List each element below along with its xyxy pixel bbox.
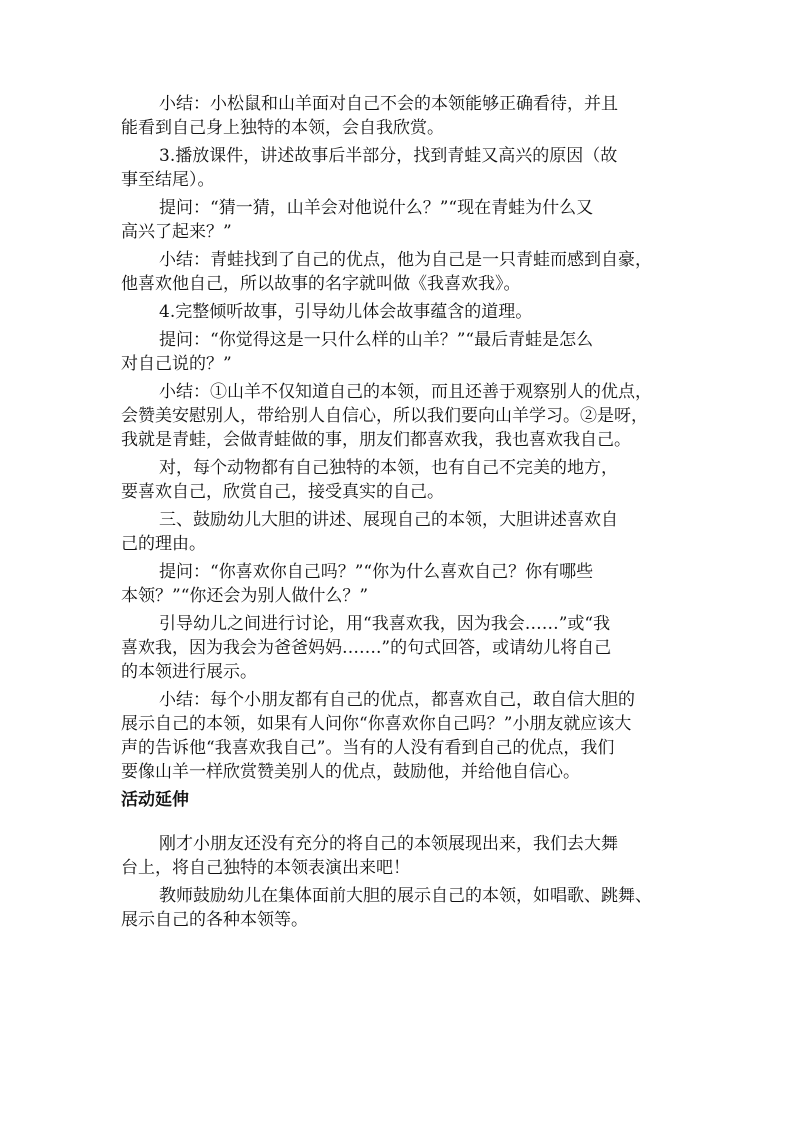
- text-line: 提问：“你喜欢你自己吗？”“你为什么喜欢自己？你有哪些: [159, 562, 594, 582]
- text-line: 台上，将自己独特的本领表演出来吧！: [121, 858, 410, 878]
- document-page: [121, 92, 696, 936]
- text-line: 引导幼儿之间进行讨论，用“我喜欢我，因为我会……”或“我: [159, 614, 611, 634]
- text-line: 能看到自己身上独特的本领，会自我欣赏。: [121, 118, 444, 138]
- text-line: 小结：青蛙找到了自己的优点，他为自己是一只青蛙而感到自豪，: [159, 250, 652, 270]
- section-heading: 活动延伸: [121, 790, 189, 810]
- paragraph: [121, 248, 696, 296]
- paragraph: [121, 300, 696, 324]
- paragraph: [121, 380, 696, 452]
- text-line: 要喜欢自己，欣赏自己，接受真实的自己。: [121, 482, 444, 502]
- text-line: 他喜欢他自己，所以故事的名字就叫做《我喜欢我》。: [121, 274, 521, 294]
- text-line: 小结：小松鼠和山羊面对自己不会的本领能够正确看待，并且: [159, 94, 618, 114]
- paragraph: [121, 560, 696, 608]
- paragraph: [121, 884, 696, 932]
- text-line: 三、鼓励幼儿大胆的讲述、展现自己的本领，大胆讲述喜欢自: [159, 510, 618, 530]
- text-line: 己的理由。: [121, 534, 206, 554]
- text-line: 刚才小朋友还没有充分的将自己的本领展现出来，我们去大舞: [159, 834, 618, 854]
- text-line: 要像山羊一样欣赏赞美别人的优点，鼓励他，并给他自信心。: [121, 762, 580, 782]
- text-line: 事至结尾）。: [121, 170, 215, 190]
- text-line: 3.播放课件，讲述故事后半部分，找到青蛙又高兴的原因（故: [159, 146, 618, 166]
- paragraph-gap: [121, 932, 696, 936]
- text-line: 提问：“猜一猜，山羊会对他说什么？”“现在青蛙为什么又: [159, 198, 594, 218]
- text-line: 提问：“你觉得这是一只什么样的山羊？”“最后青蛙是怎么: [159, 330, 594, 350]
- lesson-body: [121, 92, 696, 788]
- text-line: 小结：①山羊不仅知道自己的本领，而且还善于观察别人的优点，: [159, 382, 652, 402]
- paragraph: [121, 144, 696, 192]
- text-line: 4.完整倾听故事，引导幼儿体会故事蕴含的道理。: [159, 302, 533, 322]
- text-line: 展示自己的各种本领等。: [121, 910, 308, 930]
- text-line: 对，每个动物都有自己独特的本领，也有自己不完美的地方，: [159, 458, 618, 478]
- extension-body: [121, 832, 696, 936]
- text-line: 对自己说的？”: [121, 354, 232, 374]
- paragraph: [121, 508, 696, 556]
- paragraph: [121, 328, 696, 376]
- paragraph: [121, 196, 696, 244]
- paragraph: [121, 832, 696, 880]
- text-line: 教师鼓励幼儿在集体面前大胆的展示自己的本领，如唱歌、跳舞、: [159, 886, 652, 906]
- text-line: 本领？”“你还会为别人做什么？”: [121, 586, 369, 606]
- text-line: 我就是青蛙，会做青蛙做的事，朋友们都喜欢我，我也喜欢我自己。: [121, 430, 631, 450]
- paragraph: [121, 92, 696, 140]
- spacer: [121, 812, 696, 832]
- text-line: 声的告诉他“我喜欢我自己”。当有的人没有看到自己的优点，我们: [121, 738, 615, 758]
- paragraph: [121, 688, 696, 784]
- text-line: 喜欢我，因为我会为爸爸妈妈…….”的句式回答，或请幼儿将自己: [121, 638, 612, 658]
- paragraph: [121, 456, 696, 504]
- text-line: 高兴了起来？”: [121, 222, 232, 242]
- text-line: 展示自己的本领，如果有人问你“你喜欢你自己吗？”小朋友就应该大: [121, 714, 632, 734]
- text-line: 小结：每个小朋友都有自己的优点，都喜欢自己，敢自信大胆的: [159, 690, 635, 710]
- text-line: 会赞美安慰别人，带给别人自信心，所以我们要向山羊学习。②是呀，: [121, 406, 648, 426]
- paragraph: [121, 612, 696, 684]
- text-line: 的本领进行展示。: [121, 662, 257, 682]
